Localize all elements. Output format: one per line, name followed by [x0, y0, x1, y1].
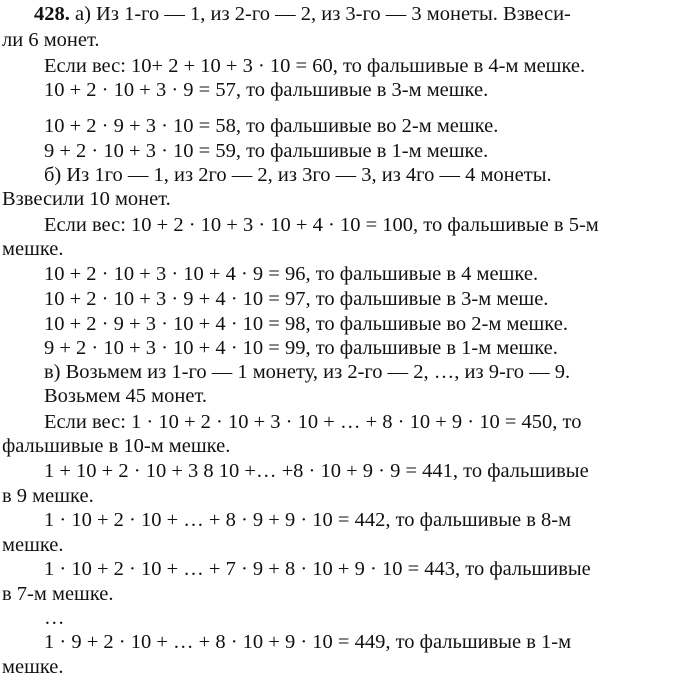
- text-line: 1 + 10 + 2 · 10 + 3 8 10 +… +8 · 10 + 9 · 9 = 441, то фальшивые: [44, 460, 589, 482]
- text-line: 9 + 2 · 10 + 3 · 10 + 4 · 10 = 99, то фальшивые в 1-м мешке.: [44, 337, 558, 359]
- text-line: 9 + 2 · 10 + 3 · 10 = 59, то фальшивые в 1-м мешке.: [44, 140, 489, 162]
- text-line: 10 + 2 · 10 + 3 · 10 + 4 · 9 = 96, то фальшивые в 4 мешке.: [44, 263, 539, 285]
- text-line: 1 · 9 + 2 · 10 + … + 8 · 10 + 9 · 10 = 449, то фальшивые в 1-м: [44, 631, 572, 653]
- text-line: 1 · 10 + 2 · 10 + … + 8 · 9 + 9 · 10 = 442, то фальшивые в 8-м: [44, 509, 572, 531]
- problem-number: 428.: [34, 3, 70, 25]
- text-line: Если вес: 10 + 2 · 10 + 3 · 10 + 4 · 10 = 100, то фальшивые в 5-м: [44, 214, 599, 236]
- text-line: 10 + 2 · 9 + 3 · 10 + 4 · 10 = 98, то фальшивые во 2-м мешке.: [44, 313, 568, 335]
- text-line: 1 · 10 + 2 · 10 + … + 7 · 9 + 8 · 10 + 9 · 10 = 443, то фальшивые: [44, 558, 591, 580]
- text-line: ли 6 монет.: [2, 29, 100, 51]
- text-line: в 7-м мешке.: [2, 583, 114, 605]
- problem-header: [34, 2, 571, 26]
- text-line: 10 + 2 · 9 + 3 · 10 = 58, то фальшивые во 2-м мешке.: [44, 115, 499, 137]
- text-line: мешке.: [2, 238, 64, 260]
- text-line: 10 + 2 · 10 + 3 · 9 = 57, то фальшивые в 3-м мешке.: [44, 79, 489, 101]
- text-line: в 9 мешке.: [2, 485, 94, 507]
- text-line: б) Из 1го — 1, из 2го — 2, из 3го — 3, из 4го — 4 монеты.: [44, 164, 552, 186]
- text-line: Если вес: 1 · 10 + 2 · 10 + 3 · 10 + … + 8 · 10 + 9 · 10 = 450, то: [44, 411, 582, 433]
- text-line: фальшивые в 10-м мешке.: [2, 435, 231, 457]
- text-line: а) Из 1-го — 1, из 2-го — 2, из 3-го — 3 монеты. Взвеси-: [75, 3, 571, 25]
- text-line: 10 + 2 · 10 + 3 · 9 + 4 · 10 = 97, то фальшивые в 3-м меше.: [44, 288, 549, 310]
- text-line: Если вес: 10+ 2 + 10 + 3 · 10 = 60, то фальшивые в 4-м мешке.: [44, 55, 586, 77]
- text-line: мешке.: [2, 534, 64, 556]
- text-line: в) Возьмем из 1-го — 1 монету, из 2-го — 2, …, из 9-го — 9.: [44, 361, 571, 383]
- text-line: мешке.: [2, 656, 64, 678]
- text-line: Возьмем 45 монет.: [44, 385, 207, 407]
- ellipsis: …: [44, 607, 65, 629]
- text-line: Взвесили 10 монет.: [2, 188, 171, 210]
